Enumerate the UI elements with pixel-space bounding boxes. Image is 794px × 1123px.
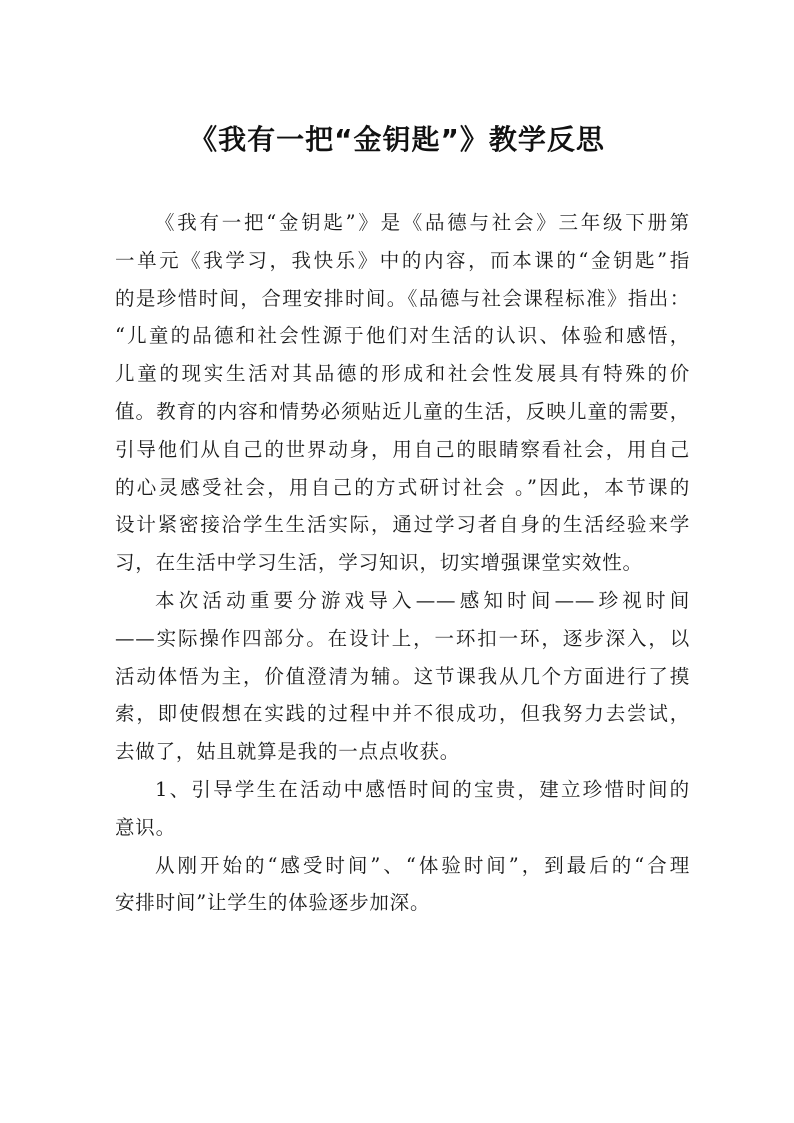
text-line: 意识。 [115, 815, 176, 839]
text-line: 去做了，姑且就算是我的一点点收获。 [115, 740, 461, 764]
paragraph [115, 847, 690, 923]
text-line: 的是珍惜时间，合理安排时间。《品德与社会课程标准》指出： [115, 286, 690, 310]
text-line: 值。教育的内容和情势必须贴近儿童的生活，反映儿童的需要， [115, 399, 690, 423]
paragraph [115, 204, 690, 582]
text-line: 1、引导学生在活动中感悟时间的宝贵，建立珍惜时间的 [155, 777, 690, 801]
document-body [115, 204, 690, 922]
text-line: 本次活动重要分游戏导入——感知时间——珍视时间 [155, 588, 690, 612]
text-line: 从刚开始的“感受时间”、“体验时间”，到最后的“合理 [155, 853, 690, 877]
text-line: “儿童的品德和社会性源于他们对生活的认识、体验和感悟， [115, 324, 690, 348]
paragraph [115, 582, 690, 771]
text-line: 习，在生活中学习生活，学习知识，切实增强课堂实效性。 [115, 551, 643, 575]
text-line: 的心灵感受社会，用自己的方式研讨社会 。”因此，本节课的 [115, 475, 690, 499]
text-line: 活动体悟为主，价值澄清为辅。这节课我从几个方面进行了摸 [115, 664, 690, 688]
text-line: 一单元《我学习，我快乐》中的内容，而本课的“金钥匙”指 [115, 248, 690, 272]
text-line: 儿童的现实生活对其品德的形成和社会性发展具有特殊的价 [115, 362, 690, 386]
text-line: 索，即使假想在实践的过程中并不很成功，但我努力去尝试， [115, 702, 690, 726]
paragraph [115, 771, 690, 847]
text-line: 引导他们从自己的世界动身，用自己的眼睛察看社会，用自己 [115, 437, 690, 461]
document-title: 《我有一把“金钥匙”》教学反思 [189, 123, 605, 156]
text-line: 安排时间”让学生的体验逐步加深。 [115, 891, 431, 915]
text-line: 设计紧密接洽学生生活实际，通过学习者自身的生活经验来学 [115, 513, 690, 537]
text-line: 《我有一把“金钥匙”》是《品德与社会》三年级下册第 [155, 211, 690, 234]
text-line: ——实际操作四部分。在设计上，一环扣一环，逐步深入，以 [115, 626, 690, 650]
